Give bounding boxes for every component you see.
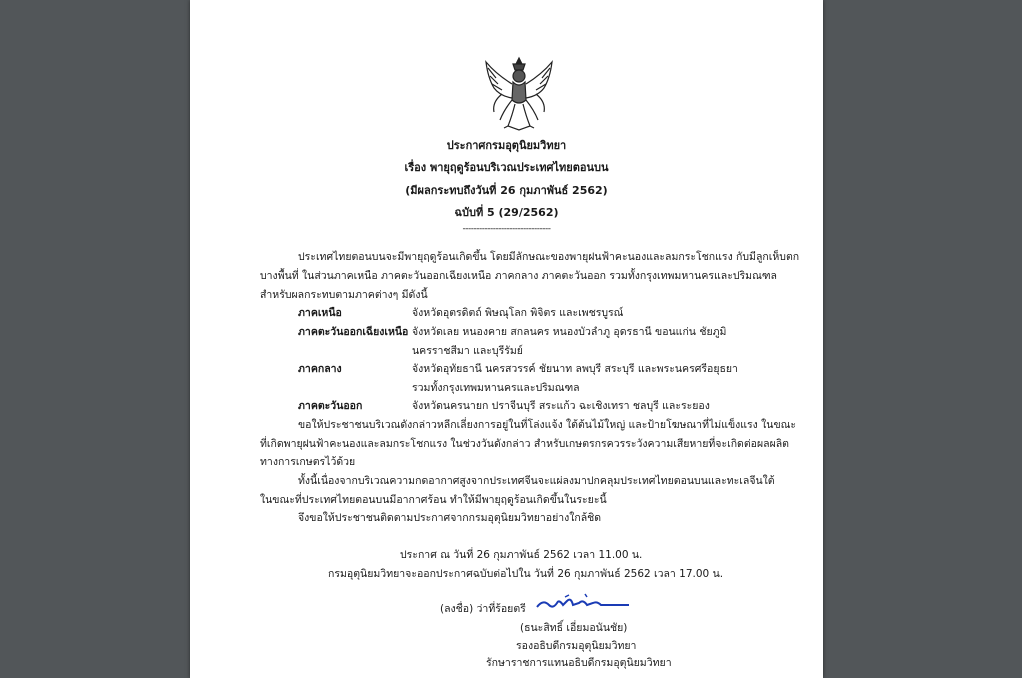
announcement-datetime: ประกาศ ณ วันที่ 26 กุมภาพันธ์ 2562 เวลา 11.00 น. — [400, 549, 643, 561]
region-east-label: ภาคตะวันออก — [298, 400, 363, 412]
issue-number: ฉบับที่ 5 (29/2562) — [454, 206, 559, 219]
signatory-position: รองอธิบดีกรมอุตุนิยมวิทยา — [516, 640, 637, 652]
next-issue-notice: กรมอุตุนิยมวิทยาจะออกประกาศฉบับต่อไปใน วันที่ 26 กุมภาพันธ์ 2562 เวลา 17.00 น. — [328, 568, 724, 580]
signed-label: (ลงชื่อ) ว่าที่ร้อยตรี — [440, 603, 526, 615]
signatory-acting: รักษาราชการแทนอธิบดีกรมอุตุนิยมวิทยา — [486, 657, 672, 669]
advice-line-1: ขอให้ประชาชนบริเวณดังกล่าวหลีกเลี่ยงการอยู่ในที่โล่งแจ้ง ใต้ต้นไม้ใหญ่ และป้ายโฆษณาที่ไม่แข็งแรง ในขณะ — [298, 419, 796, 431]
effective-date: (มีผลกระทบถึงวันที่ 26 กุมภาพันธ์ 2562) — [405, 184, 608, 197]
intro-line-3: สำหรับผลกระทบตามภาคต่างๆ มีดังนี้ — [260, 289, 428, 301]
separator-line: -------------------------------- — [462, 224, 551, 234]
cause-line-1: ทั้งนี้เนื่องจากบริเวณความกดอากาศสูงจากประเทศจีนจะแผ่ลงมาปกคลุมประเทศไทยตอนบนและทะเลจีนใต้ — [298, 475, 775, 487]
announcement-subject: เรื่อง พายุฤดูร้อนบริเวณประเทศไทยตอนบน — [404, 161, 609, 174]
signature-icon — [535, 593, 631, 615]
region-north-provinces: จังหวัดอุตรดิตถ์ พิษณุโลก พิจิตร และเพชรบูรณ์ — [412, 307, 624, 319]
region-central-label: ภาคกลาง — [298, 363, 342, 375]
intro-line-1: ประเทศไทยตอนบนจะมีพายุฤดูร้อนเกิดขึ้น โดยมีลักษณะของพายุฝนฟ้าคะนองและลมกระโชกแรง กับมีลูกเห็บตก — [298, 251, 800, 263]
region-northeast-provinces-1: จังหวัดเลย หนองคาย สกลนคร หนองบัวลำภู อุดรธานี ขอนแก่น ชัยภูมิ — [412, 326, 727, 338]
garuda-emblem-icon — [482, 54, 556, 132]
advice-line-3: ทางการเกษตรไว้ด้วย — [260, 456, 356, 468]
follow-instruction: จึงขอให้ประชาชนติดตามประกาศจากกรมอุตุนิยมวิทยาอย่างใกล้ชิด — [298, 512, 602, 524]
document-page — [190, 0, 823, 678]
announcement-title: ประกาศกรมอุตุนิยมวิทยา — [446, 139, 567, 152]
region-central-provinces-1: จังหวัดอุทัยธานี นครสวรรค์ ชัยนาท ลพบุรี สระบุรี และพระนครศรีอยุธยา — [412, 363, 738, 375]
advice-line-2: ที่เกิดพายุฝนฟ้าคะนองและลมกระโชกแรง ในช่วงวันดังกล่าว สำหรับเกษตรกรควรระวังความเสียหายที่จะเกิดต่อผลผลิต — [260, 438, 789, 450]
region-northeast-provinces-2: นครราชสีมา และบุรีรัมย์ — [412, 345, 523, 357]
region-north-label: ภาคเหนือ — [298, 307, 342, 319]
cause-line-2: ในขณะที่ประเทศไทยตอนบนมีอากาศร้อน ทำให้มีพายุฤดูร้อนเกิดขึ้นในระยะนี้ — [260, 494, 607, 506]
intro-line-2: บางพื้นที่ ในส่วนภาคเหนือ ภาคตะวันออกเฉียงเหนือ ภาคกลาง ภาคตะวันออก รวมทั้งกรุงเทพมหานครและปริมณฑล — [260, 270, 777, 282]
region-east-provinces: จังหวัดนครนายก ปราจีนบุรี สระแก้ว ฉะเชิงเทรา ชลบุรี และระยอง — [412, 400, 710, 412]
region-central-provinces-2: รวมทั้งกรุงเทพมหานครและปริมณฑล — [412, 382, 580, 394]
region-northeast-label: ภาคตะวันออกเฉียงเหนือ — [298, 326, 409, 338]
signatory-name: (ธนะสิทธิ์ เอี่ยมอนันชัย) — [520, 622, 628, 634]
